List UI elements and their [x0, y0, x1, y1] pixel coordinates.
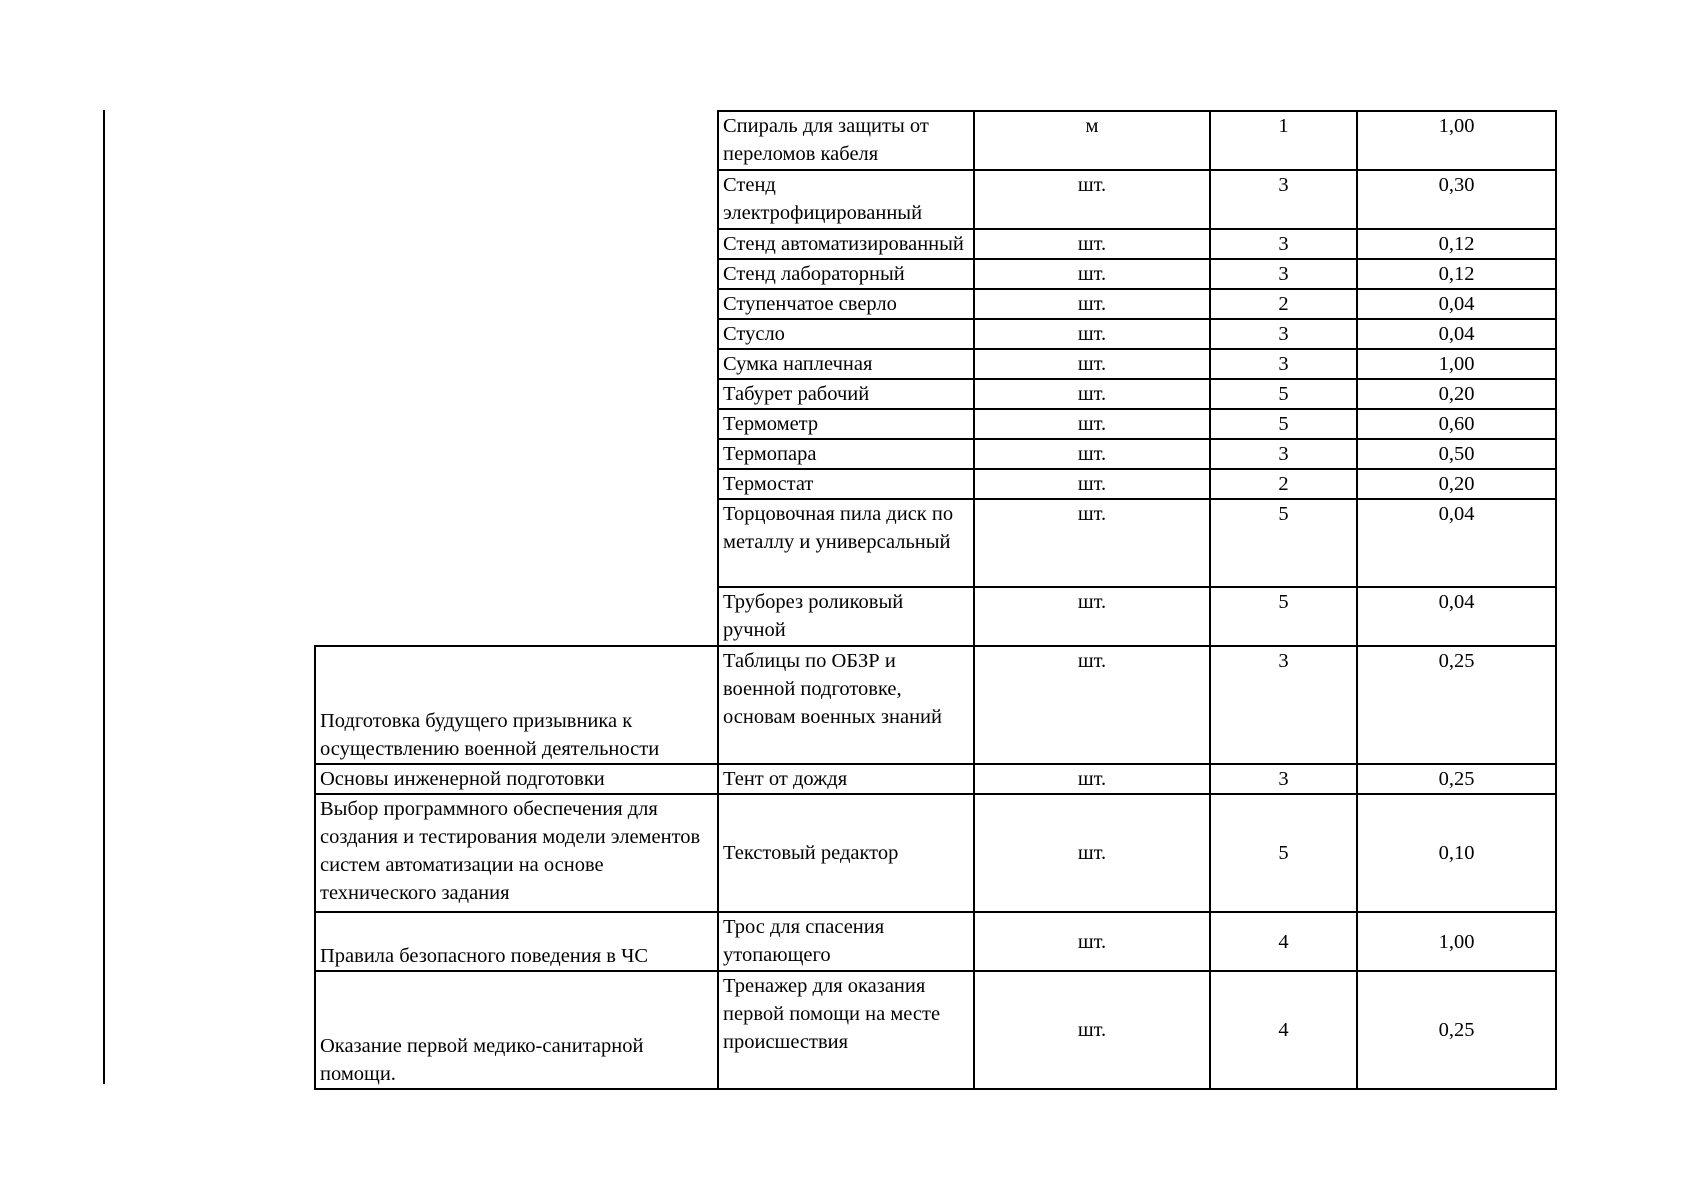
norm-cell: 0,30	[1357, 170, 1556, 229]
quantity-cell: 3	[1210, 764, 1357, 794]
quantity-cell: 3	[1210, 170, 1357, 229]
unit-cell: шт.	[974, 439, 1210, 469]
quantity-cell: 5	[1210, 794, 1357, 912]
norm-cell: 0,25	[1357, 971, 1556, 1089]
item-name-cell: Тент от дождя	[718, 764, 974, 794]
quantity-cell: 5	[1210, 379, 1357, 409]
item-name-cell: Трос для спасения утопающего	[718, 912, 974, 971]
item-name-cell: Текстовый редактор	[718, 794, 974, 912]
item-name-cell: Ступенчатое сверло	[718, 289, 974, 319]
section-cell: Подготовка будущего призывника к осуществлению военной деятельности	[315, 646, 718, 764]
item-name-cell: Стенд электрофицированный	[718, 170, 974, 229]
item-name-cell: Термометр	[718, 409, 974, 439]
unit-cell: шт.	[974, 170, 1210, 229]
quantity-cell: 3	[1210, 259, 1357, 289]
unit-cell: шт.	[974, 349, 1210, 379]
item-name-cell: Термостат	[718, 469, 974, 499]
quantity-cell: 5	[1210, 499, 1357, 587]
norm-cell: 1,00	[1357, 111, 1556, 170]
unit-cell: шт.	[974, 319, 1210, 349]
unit-cell: шт.	[974, 499, 1210, 587]
item-name-cell: Тренажер для оказания первой помощи на месте происшествия	[718, 971, 974, 1089]
norm-cell: 0,60	[1357, 409, 1556, 439]
norm-cell: 0,04	[1357, 289, 1556, 319]
section-cell: Правила безопасного поведения в ЧС	[315, 912, 718, 971]
unit-cell: шт.	[974, 469, 1210, 499]
quantity-cell: 5	[1210, 587, 1357, 646]
norm-cell: 0,04	[1357, 499, 1556, 587]
norm-cell: 0,10	[1357, 794, 1556, 912]
norm-cell: 0,25	[1357, 646, 1556, 764]
table-row	[315, 971, 1556, 1089]
table-row	[315, 764, 1556, 794]
item-name-cell: Труборез роликовый ручной	[718, 587, 974, 646]
item-name-cell: Термопара	[718, 439, 974, 469]
norm-cell: 1,00	[1357, 912, 1556, 971]
table-row	[315, 794, 1556, 912]
table-row	[315, 646, 1556, 764]
quantity-cell: 4	[1210, 971, 1357, 1089]
unit-cell: шт.	[974, 289, 1210, 319]
equipment-table	[314, 110, 1557, 1090]
item-name-cell: Торцовочная пила диск по металлу и универсальный	[718, 499, 974, 587]
quantity-cell: 3	[1210, 349, 1357, 379]
unit-cell: шт.	[974, 794, 1210, 912]
norm-cell: 1,00	[1357, 349, 1556, 379]
item-name-cell: Стенд автоматизированный	[718, 229, 974, 259]
unit-cell: шт.	[974, 379, 1210, 409]
unit-cell: шт.	[974, 912, 1210, 971]
unit-cell: шт.	[974, 409, 1210, 439]
item-name-cell: Таблицы по ОБЗР и военной подготовке, основам военных знаний	[718, 646, 974, 764]
item-name-cell: Спираль для защиты от переломов кабеля	[718, 111, 974, 170]
quantity-cell: 1	[1210, 111, 1357, 170]
item-name-cell: Стенд лабораторный	[718, 259, 974, 289]
table-row	[315, 111, 1556, 170]
item-name-cell: Сумка наплечная	[718, 349, 974, 379]
quantity-cell: 2	[1210, 469, 1357, 499]
norm-cell: 0,20	[1357, 379, 1556, 409]
unit-cell: шт.	[974, 229, 1210, 259]
quantity-cell: 3	[1210, 646, 1357, 764]
unit-cell: м	[974, 111, 1210, 170]
quantity-cell: 3	[1210, 319, 1357, 349]
unit-cell: шт.	[974, 971, 1210, 1089]
norm-cell: 0,25	[1357, 764, 1556, 794]
section-cell: Оказание первой медико-санитарной помощи.	[315, 971, 718, 1089]
table-row	[315, 912, 1556, 971]
unit-cell: шт.	[974, 646, 1210, 764]
item-name-cell: Табурет рабочий	[718, 379, 974, 409]
quantity-cell: 3	[1210, 229, 1357, 259]
quantity-cell: 3	[1210, 439, 1357, 469]
section-cell: Основы инженерной подготовки	[315, 764, 718, 794]
norm-cell: 0,04	[1357, 587, 1556, 646]
section-cell-continuation	[315, 111, 718, 646]
norm-cell: 0,50	[1357, 439, 1556, 469]
left-margin-rule	[103, 110, 105, 1084]
norm-cell: 0,12	[1357, 229, 1556, 259]
norm-cell: 0,12	[1357, 259, 1556, 289]
unit-cell: шт.	[974, 587, 1210, 646]
section-cell: Выбор программного обеспечения для создания и тестирования модели элементов систем автоматизации на основе технического задания	[315, 794, 718, 912]
norm-cell: 0,20	[1357, 469, 1556, 499]
unit-cell: шт.	[974, 259, 1210, 289]
unit-cell: шт.	[974, 764, 1210, 794]
quantity-cell: 5	[1210, 409, 1357, 439]
norm-cell: 0,04	[1357, 319, 1556, 349]
quantity-cell: 4	[1210, 912, 1357, 971]
quantity-cell: 2	[1210, 289, 1357, 319]
item-name-cell: Стусло	[718, 319, 974, 349]
